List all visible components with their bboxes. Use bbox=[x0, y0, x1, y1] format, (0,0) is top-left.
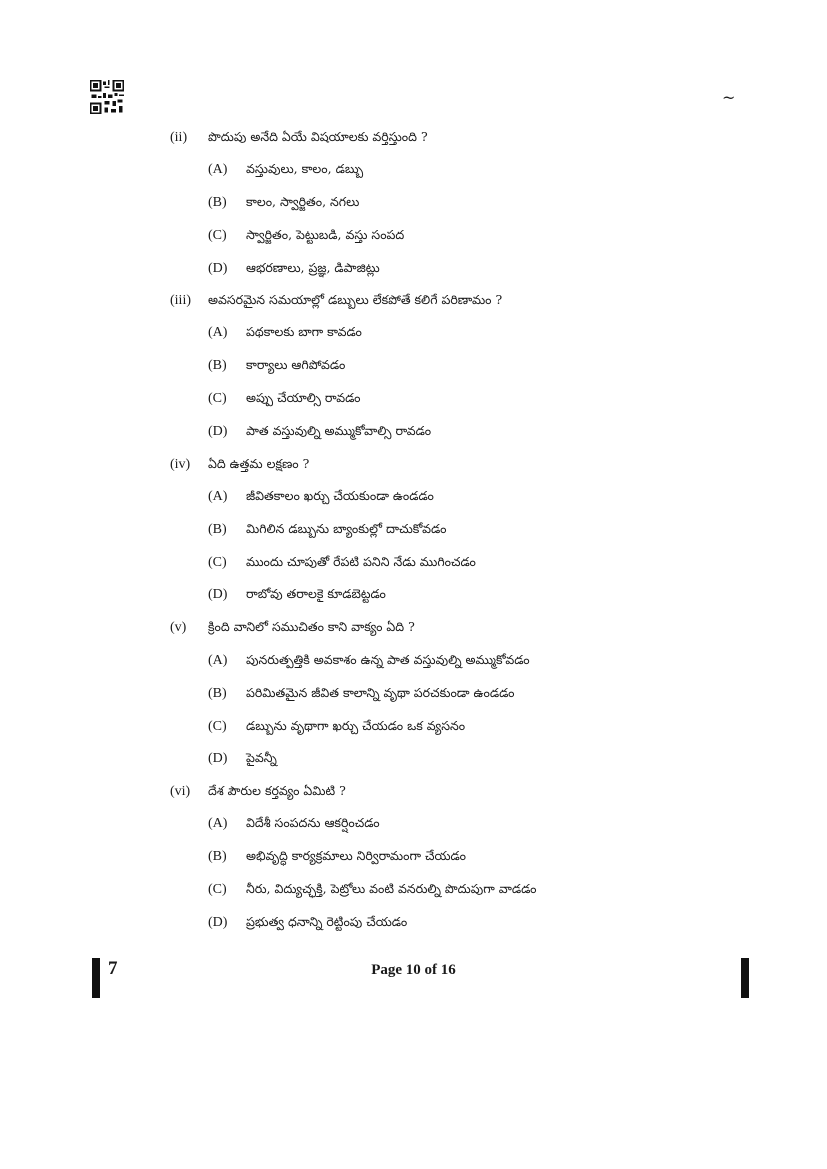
option-text: పైవన్నీ bbox=[246, 749, 277, 765]
option-text: ఆభరణాలు, ప్రజ్ఞ, డిపాజిట్లు bbox=[246, 259, 380, 275]
option-text: అభివృద్ధి కార్యక్రమాలు నిర్విరామంగా చేయడం bbox=[246, 847, 466, 863]
option-d bbox=[208, 256, 380, 282]
option-d bbox=[208, 419, 431, 445]
question-text: క్రింది వానిలో సముచితం కాని వాక్యం ఏది ? bbox=[208, 618, 415, 634]
option-a bbox=[208, 484, 434, 510]
paper-code: 7 bbox=[108, 958, 118, 979]
option-text: పథకాలకు బాగా కావడం bbox=[246, 323, 362, 339]
option-c bbox=[208, 223, 404, 249]
option-label: (B) bbox=[208, 522, 227, 537]
option-b bbox=[208, 353, 345, 379]
option-b bbox=[208, 190, 359, 216]
option-text: కార్యాలు ఆగిపోవడం bbox=[246, 356, 346, 372]
option-d bbox=[208, 582, 386, 608]
question-text: పొదుపు అనేది ఏయే విషయాలకు వర్తిస్తుంది ? bbox=[208, 128, 428, 144]
option-c bbox=[208, 714, 465, 740]
option-text: పరిమితమైన జీవిత కాలాన్ని వృథా పరచకుండా ఉండడం bbox=[246, 684, 515, 700]
question-ii bbox=[170, 124, 428, 152]
option-label: (C) bbox=[208, 391, 227, 406]
option-text: నీరు, విద్యుచ్ఛక్తి, పెట్రోలు వంటి వనరుల్ని పొదుపుగా వాడడం bbox=[246, 880, 537, 896]
option-a bbox=[208, 648, 530, 674]
question-number: (iii) bbox=[170, 293, 191, 308]
qr-code-icon bbox=[90, 80, 124, 114]
question-text: ఏది ఉత్తమ లక్షణం ? bbox=[208, 455, 310, 471]
option-text: పాత వస్తువుల్ని అమ్ముకోవాల్సి రావడం bbox=[246, 422, 432, 438]
option-text: రాబోవు తరాలకై కూడబెట్టడం bbox=[246, 585, 386, 601]
option-a bbox=[208, 320, 362, 346]
question-text: దేశ పౌరుల కర్తవ్యం ఏమిటి ? bbox=[208, 782, 346, 798]
option-text: వస్తువులు, కాలం, డబ్బు bbox=[246, 160, 364, 176]
option-text: డబ్బును వృథాగా ఖర్చు చేయడం ఒక వ్యసనం bbox=[246, 717, 466, 733]
option-label: (C) bbox=[208, 228, 227, 243]
page-number-label: Page 10 of 16 bbox=[371, 962, 456, 978]
option-text: పునరుత్పత్తికి అవకాశం ఉన్న పాత వస్తువుల్ని అమ్ముకోవడం bbox=[246, 651, 530, 667]
option-text: మిగిలిన డబ్బును బ్యాంకుల్లో దాచుకోవడం bbox=[246, 520, 447, 536]
question-text: అవసరమైన సమయాల్లో డబ్బులు లేకపోతే కలిగే పరిణామం ? bbox=[208, 291, 503, 307]
option-text: జీవితకాలం ఖర్చు చేయకుండా ఉండడం bbox=[246, 487, 434, 503]
question-iii bbox=[170, 287, 502, 315]
option-c bbox=[208, 877, 536, 903]
question-number: (vi) bbox=[170, 784, 191, 799]
option-label: (D) bbox=[208, 915, 228, 930]
option-label: (C) bbox=[208, 882, 227, 897]
option-text: అప్పు చేయాల్సి రావడం bbox=[246, 389, 361, 405]
header-mark: ~ bbox=[722, 88, 736, 107]
question-vi bbox=[170, 778, 346, 806]
option-c bbox=[208, 386, 361, 412]
question-number: (ii) bbox=[170, 130, 188, 145]
option-d bbox=[208, 910, 407, 936]
option-b bbox=[208, 517, 446, 543]
right-margin-bar bbox=[741, 958, 749, 998]
option-label: (A) bbox=[208, 653, 228, 668]
option-label: (D) bbox=[208, 587, 228, 602]
option-d bbox=[208, 746, 277, 772]
option-a bbox=[208, 811, 380, 837]
option-a bbox=[208, 157, 363, 183]
option-text: స్వార్జితం, పెట్టుబడి, వస్తు సంపద bbox=[246, 226, 405, 242]
option-label: (A) bbox=[208, 816, 228, 831]
option-text: ప్రభుత్వ ధనాన్ని రెట్టింపు చేయడం bbox=[246, 913, 408, 929]
option-label: (C) bbox=[208, 555, 227, 570]
option-label: (B) bbox=[208, 849, 227, 864]
option-label: (B) bbox=[208, 358, 227, 373]
option-text: ముందు చూపుతో రేపటి పనిని నేడు ముగించడం bbox=[246, 553, 476, 569]
option-b bbox=[208, 844, 466, 870]
option-label: (C) bbox=[208, 719, 227, 734]
option-text: కాలం, స్వార్జితం, నగలు bbox=[246, 193, 360, 209]
option-label: (B) bbox=[208, 195, 227, 210]
option-text: విదేశీ సంపదను ఆకర్షించడం bbox=[246, 814, 380, 830]
option-label: (A) bbox=[208, 325, 228, 340]
option-label: (A) bbox=[208, 489, 228, 504]
option-b bbox=[208, 681, 514, 707]
option-label: (D) bbox=[208, 424, 228, 439]
option-label: (D) bbox=[208, 261, 228, 276]
option-label: (D) bbox=[208, 751, 228, 766]
question-v bbox=[170, 614, 415, 642]
option-c bbox=[208, 550, 476, 576]
option-label: (A) bbox=[208, 162, 228, 177]
question-number: (v) bbox=[170, 620, 187, 635]
option-label: (B) bbox=[208, 686, 227, 701]
question-iv bbox=[170, 451, 309, 479]
question-number: (iv) bbox=[170, 457, 191, 472]
